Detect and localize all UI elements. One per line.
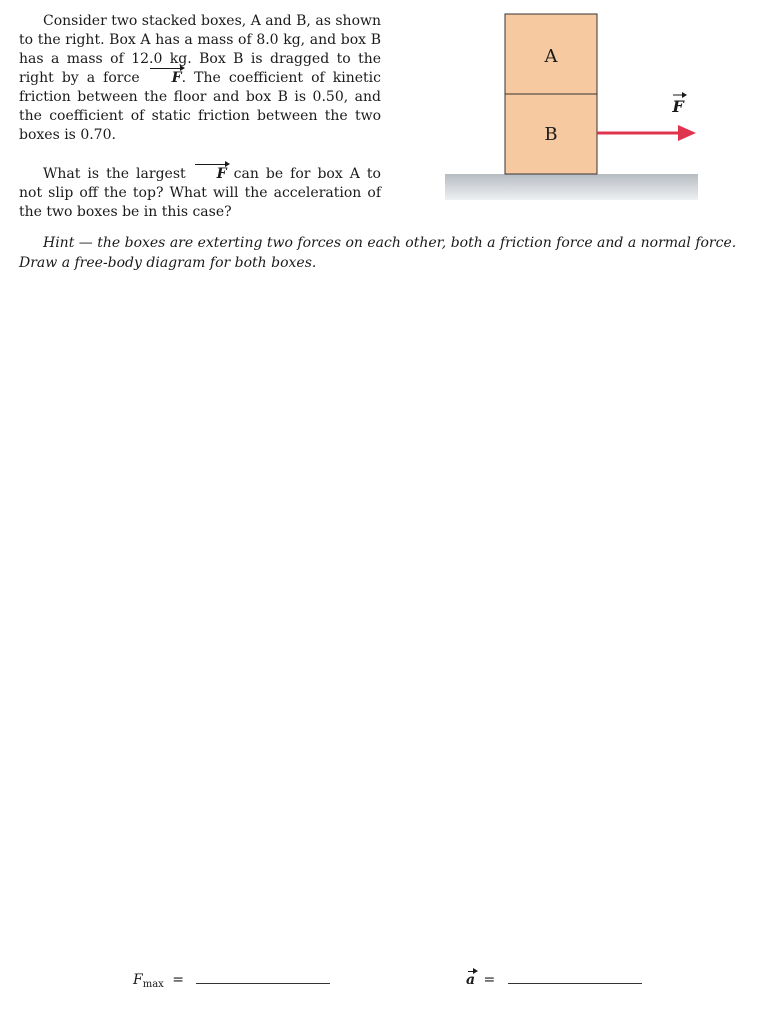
force-vector-symbol: F	[148, 69, 182, 88]
floor	[445, 174, 698, 200]
force-arrow-head	[678, 125, 696, 141]
fmax-subscript: max	[142, 979, 164, 990]
acceleration-equals: =	[483, 972, 496, 988]
acceleration-answer	[466, 972, 642, 988]
acceleration-label: a	[466, 972, 476, 988]
box-b-label: B	[544, 124, 558, 145]
acceleration-answer-blank[interactable]	[508, 982, 642, 984]
fmax-equals: =	[172, 972, 184, 988]
hint-text: Hint — the boxes are exterting two forces on each other, both a friction force and a normal force. Draw a free-body diagram for both boxes.	[19, 235, 737, 271]
force-vector-symbol-2: F	[193, 165, 227, 184]
stacked-boxes-figure	[440, 8, 710, 208]
box-a-label: A	[544, 46, 558, 67]
problem-statement	[19, 12, 381, 222]
force-label: F	[672, 97, 684, 116]
fmax-label: F	[133, 972, 143, 988]
problem-intro: Consider two stacked boxes, A and B, as shown to the right. Box A has a mass of 8.0 kg, and box B has a mass of 12.0 kg. Box B is dragged to the right by a force F. The coefficient of kinetic friction between the floor and box B is 0.50, and the coefficient of static friction between the two boxes is 0.70.	[19, 13, 381, 143]
problem-question: What is the largest F can be for box A to not slip off the top? What will the acceleration of the two boxes be in this case?	[19, 166, 381, 220]
fmax-answer-blank[interactable]	[196, 982, 330, 984]
fmax-answer	[133, 972, 330, 990]
